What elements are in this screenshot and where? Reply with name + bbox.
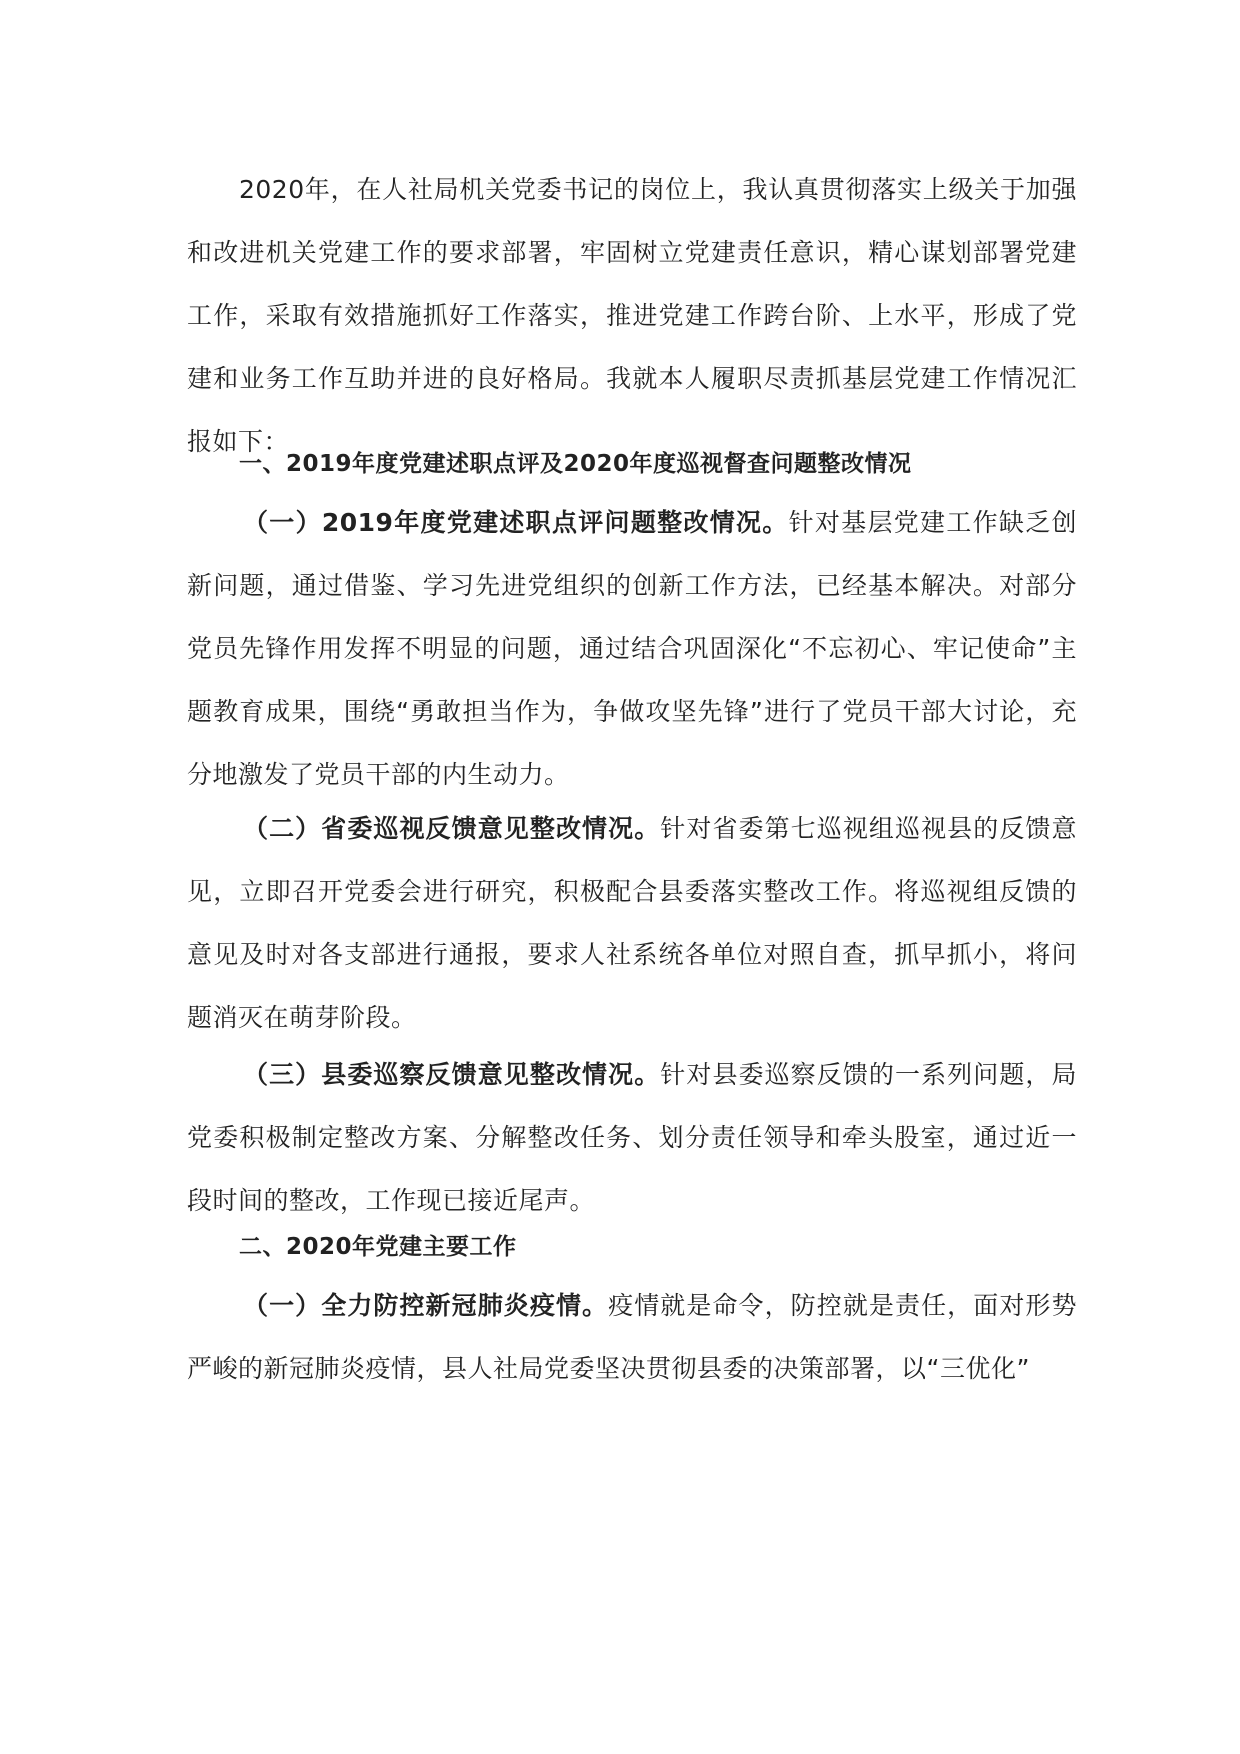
section2-item1-paragraph — [187, 1274, 1077, 1400]
section1-heading: 一、2019年度党建述职点评及2020年度巡视督查问题整改情况 — [239, 451, 912, 477]
section1-item3-block — [187, 1043, 1077, 1232]
section1-item1-block — [187, 491, 1077, 806]
section2-heading: 二、2020年党建主要工作 — [239, 1234, 517, 1260]
section2-item1-lead: （一）全力防控新冠肺炎疫情。 — [243, 1291, 609, 1320]
section1-item2-lead: （二）省委巡视反馈意见整改情况。 — [243, 814, 661, 843]
section1-item1-lead: （一）2019年度党建述职点评问题整改情况。 — [243, 508, 789, 537]
section2-heading-block — [187, 1216, 1077, 1279]
section1-item1-body: 针对基层党建工作缺乏创新问题，通过借鉴、学习先进党组织的创新工作方法，已经基本解决。对部分党员先锋作用发挥不明显的问题，通过结合巩固深化“不忘初心、牢记使命”主题教育成果，围绕“勇敢担当作为，争做攻坚先锋”进行了党员干部大讨论，充分地激发了党员干部的内生动力。 — [187, 508, 1077, 789]
section2-item1-block — [187, 1274, 1077, 1400]
section1-item3-lead: （三）县委巡察反馈意见整改情况。 — [243, 1060, 661, 1089]
section1-item1-paragraph — [187, 491, 1077, 806]
section1-item2-paragraph — [187, 797, 1077, 1049]
intro-block — [187, 158, 1077, 473]
section1-item2-block — [187, 797, 1077, 1049]
section1-item3-body: 针对县委巡察反馈的一系列问题，局党委积极制定整改方案、分解整改任务、划分责任领导和牵头股室，通过近一段时间的整改，工作现已接近尾声。 — [187, 1060, 1077, 1215]
section1-item3-paragraph — [187, 1043, 1077, 1232]
intro-paragraph: 2020年，在人社局机关党委书记的岗位上，我认真贯彻落实上级关于加强和改进机关党建工作的要求部署，牢固树立党建责任意识，精心谋划部署党建工作，采取有效措施抓好工作落实，推进党建工作跨台阶、上水平，形成了党建和业务工作互助并进的良好格局。我就本人履职尽责抓基层党建工作情况汇报如下： — [187, 175, 1077, 456]
section2-item1-body: 疫情就是命令，防控就是责任，面对形势严峻的新冠肺炎疫情，县人社局党委坚决贯彻县委的决策部署，以“三优化” — [187, 1291, 1077, 1383]
section1-item2-body: 针对省委第七巡视组巡视县的反馈意见，立即召开党委会进行研究，积极配合县委落实整改工作。将巡视组反馈的意见及时对各支部进行通报，要求人社系统各单位对照自查，抓早抓小，将问题消灭在萌芽阶段。 — [187, 814, 1077, 1032]
section1-heading-block — [187, 433, 1077, 496]
